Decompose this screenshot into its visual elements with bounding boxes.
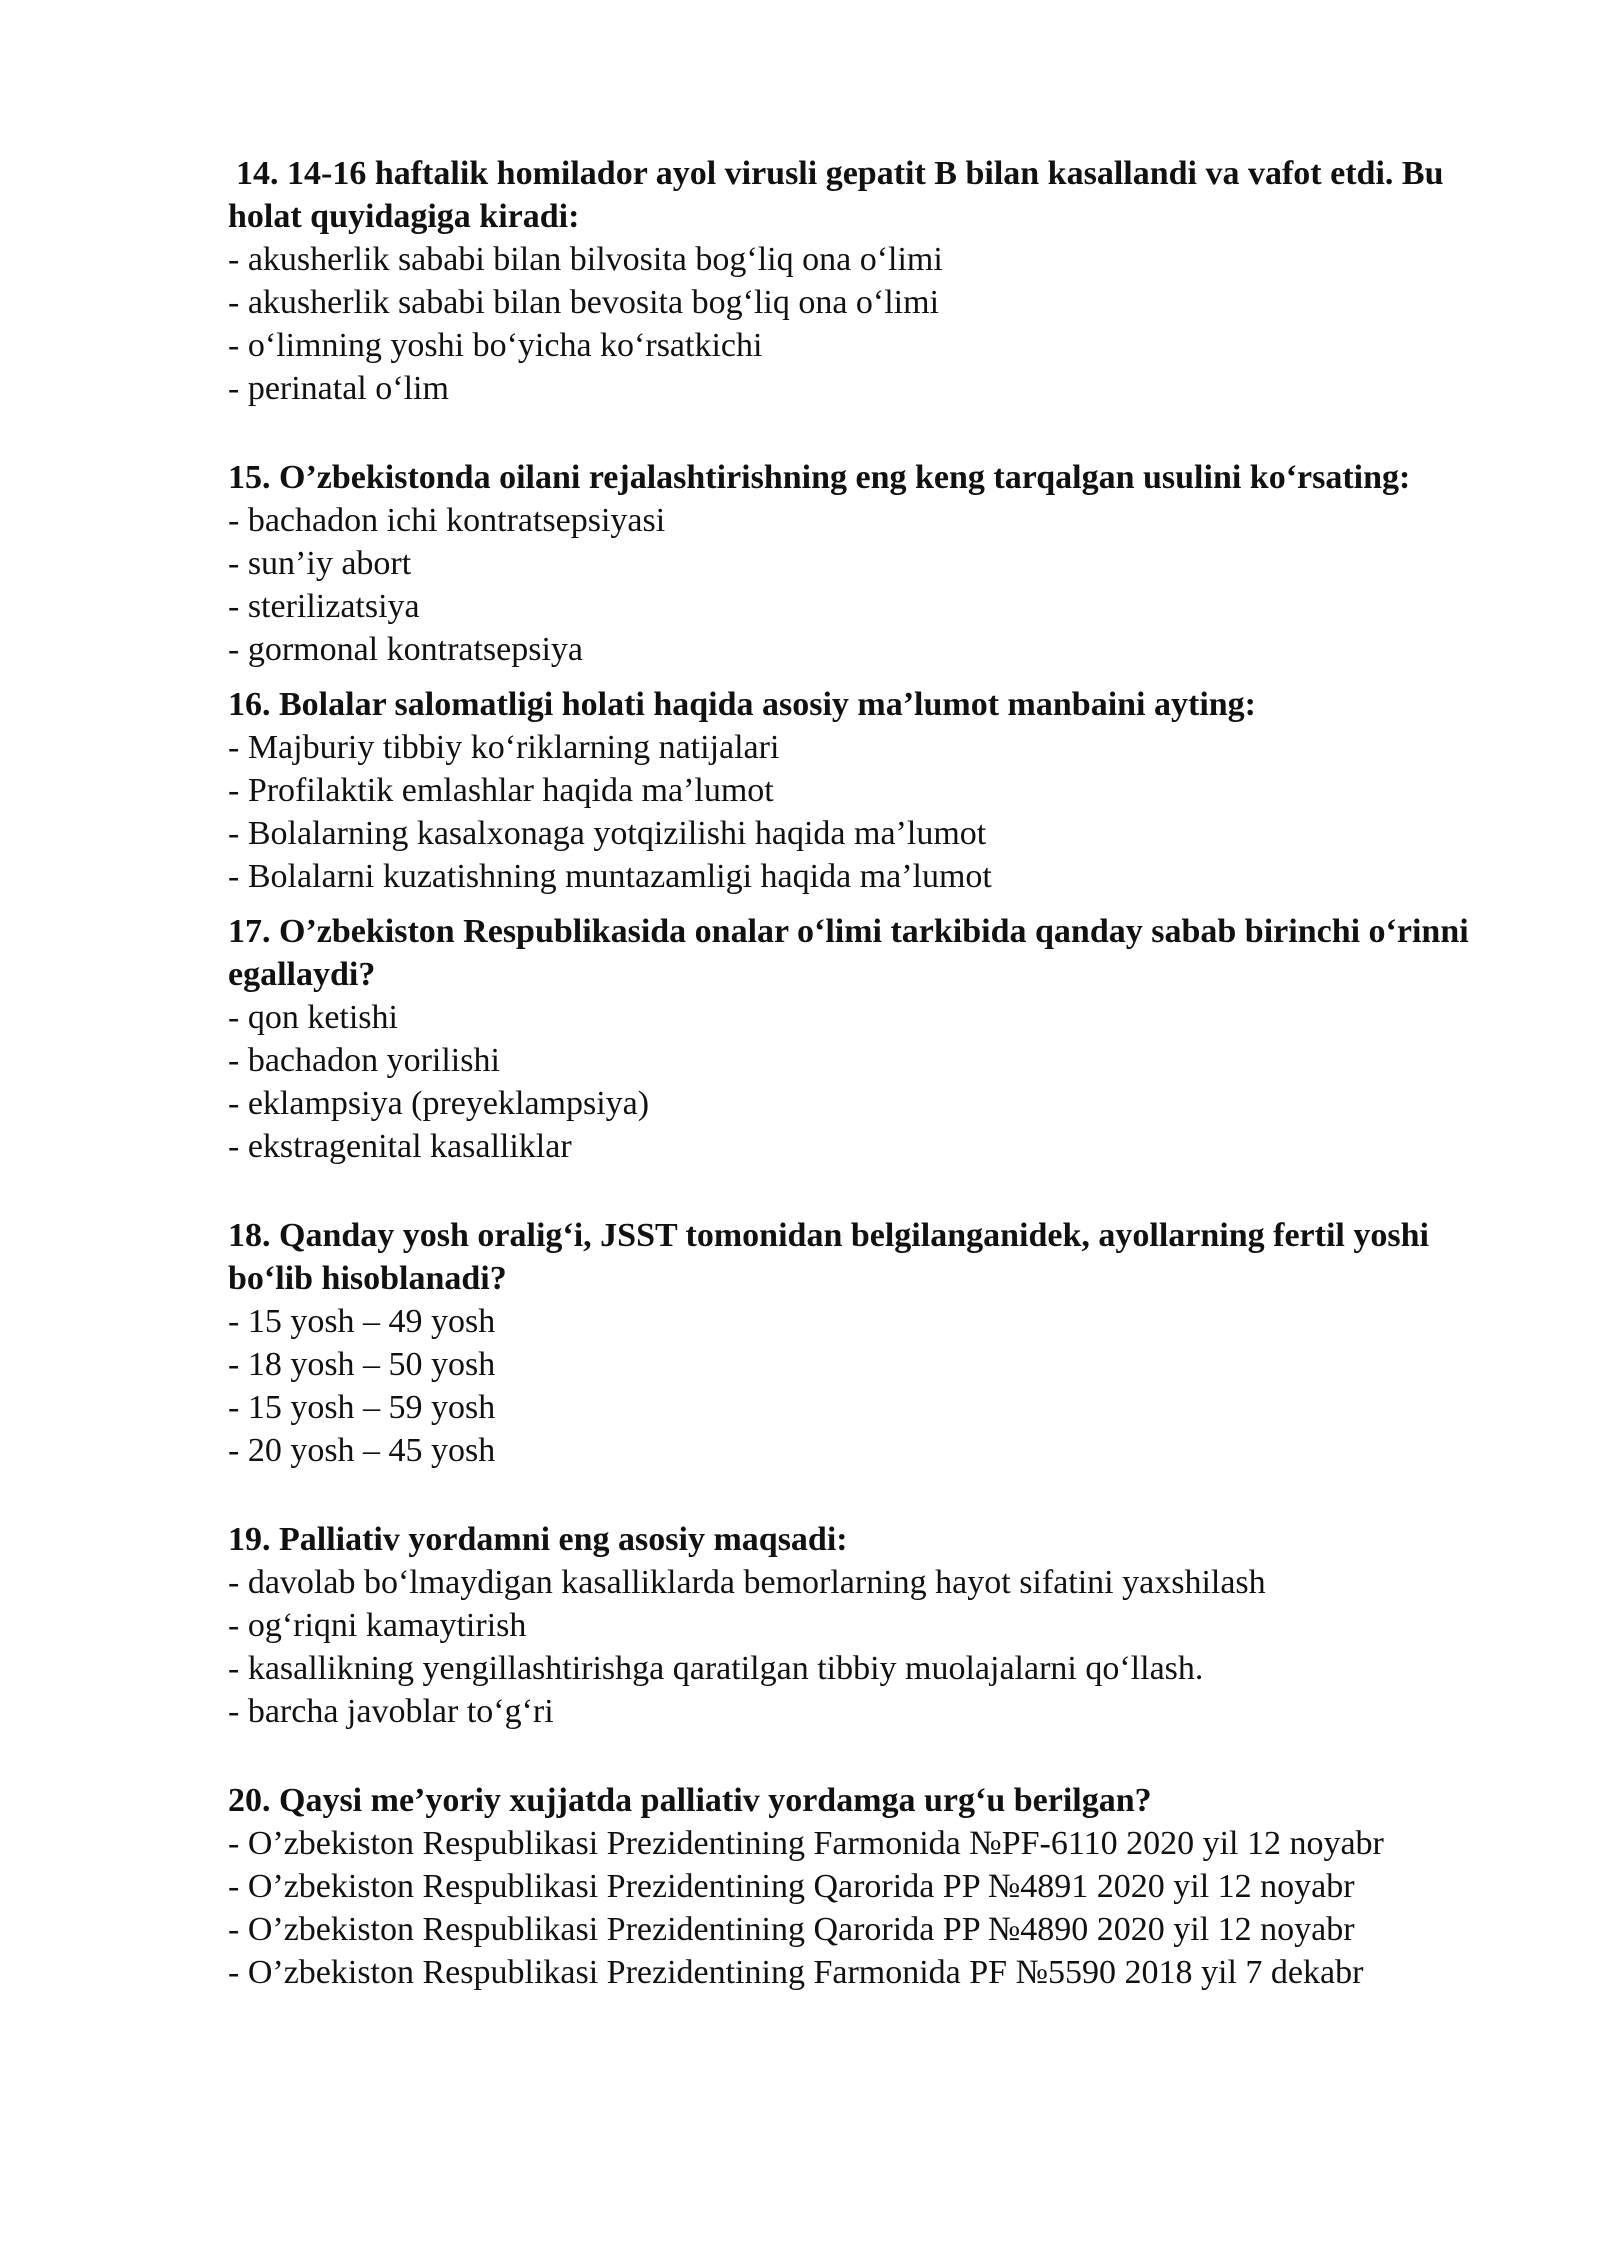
question-18 xyxy=(228,1214,1518,1472)
answer-option: - 20 yosh – 45 yosh xyxy=(228,1432,496,1469)
answer-option: - perinatal o‘lim xyxy=(228,370,449,407)
document-page xyxy=(228,152,1518,1994)
question-19 xyxy=(228,1518,1518,1733)
answer-option: - Profilaktik emlashlar haqida ma’lumot xyxy=(228,772,774,809)
answer-option: - Majburiy tibbiy ko‘riklarning natijalari xyxy=(228,729,780,766)
answer-option: - O’zbekiston Respublikasi Prezidentining Qarorida PP №4891 2020 yil 12 noyabr xyxy=(228,1868,1355,1905)
answer-option: - akusherlik sababi bilan bilvosita bog‘liq ona o‘limi xyxy=(228,241,943,278)
answer-option: - 15 yosh – 49 yosh xyxy=(228,1303,496,1340)
question-title: 16. Bolalar salomatligi holati haqida asosiy ma’lumot manbaini ayting: xyxy=(228,686,1257,723)
answer-option: - 15 yosh – 59 yosh xyxy=(228,1389,496,1426)
answer-option: - bachadon ichi kontratsepsiyasi xyxy=(228,502,666,539)
answer-options xyxy=(228,1561,1518,1733)
question-15 xyxy=(228,456,1518,671)
answer-options xyxy=(228,238,1518,410)
answer-option: - kasallikning yengillashtirishga qaratilgan tibbiy muolajalarni qo‘llash. xyxy=(228,1650,1204,1687)
answer-option: - barcha javoblar to‘g‘ri xyxy=(228,1693,554,1730)
answer-option: - akusherlik sababi bilan bevosita bog‘liq ona o‘limi xyxy=(228,284,940,321)
question-17 xyxy=(228,910,1518,1168)
answer-options xyxy=(228,726,1518,898)
answer-option: - gormonal kontratsepsiya xyxy=(228,631,584,668)
answer-option: - og‘riqni kamaytirish xyxy=(228,1607,527,1644)
answer-option: - Bolalarni kuzatishning muntazamligi haqida ma’lumot xyxy=(228,858,992,895)
answer-options xyxy=(228,1822,1518,1994)
question-title: 20. Qaysi me’yoriy xujjatda palliativ yordamga urg‘u berilgan? xyxy=(228,1782,1152,1819)
question-title: 17. O’zbekiston Respublikasida onalar o‘limi tarkibida qanday sabab birinchi o‘rinni egallaydi? xyxy=(228,913,1469,993)
answer-options xyxy=(228,1300,1518,1472)
answer-option: - O’zbekiston Respublikasi Prezidentining Qarorida PP №4890 2020 yil 12 noyabr xyxy=(228,1911,1355,1948)
answer-option: - qon ketishi xyxy=(228,999,398,1036)
answer-option: - davolab bo‘lmaydigan kasalliklarda bemorlarning hayot sifatini yaxshilash xyxy=(228,1564,1266,1601)
answer-option: - 18 yosh – 50 yosh xyxy=(228,1346,496,1383)
answer-option: - Bolalarning kasalxonaga yotqizilishi haqida ma’lumot xyxy=(228,815,987,852)
answer-option: - bachadon yorilishi xyxy=(228,1042,500,1079)
answer-option: - sun’iy abort xyxy=(228,545,412,582)
answer-option: - eklampsiya (preyeklampsiya) xyxy=(228,1085,650,1122)
question-title: 14. 14-16 haftalik homilador ayol virusli gepatit B bilan kasallandi va vafot etdi. Bu holat quyidagiga kiradi: xyxy=(228,155,1444,235)
answer-option: - sterilizatsiya xyxy=(228,588,420,625)
question-title: 15. O’zbekistonda oilani rejalashtirishning eng keng tarqalgan usulini ko‘rsating: xyxy=(228,459,1411,496)
question-20 xyxy=(228,1779,1518,1994)
answer-option: - ekstragenital kasalliklar xyxy=(228,1128,572,1165)
question-title: 19. Palliativ yordamni eng asosiy maqsadi: xyxy=(228,1521,848,1558)
answer-options xyxy=(228,996,1518,1168)
answer-option: - O’zbekiston Respublikasi Prezidentining Farmonida PF №5590 2018 yil 7 dekabr xyxy=(228,1954,1364,1991)
question-title: 18. Qanday yosh oralig‘i, JSST tomonidan belgilanganidek, ayollarning fertil yoshi bo‘lib hisoblanadi? xyxy=(228,1217,1429,1297)
answer-option: - O’zbekiston Respublikasi Prezidentining Farmonida №PF-6110 2020 yil 12 noyabr xyxy=(228,1825,1384,1862)
answer-option: - o‘limning yoshi bo‘yicha ko‘rsatkichi xyxy=(228,327,763,364)
answer-options xyxy=(228,499,1518,671)
question-14 xyxy=(228,152,1518,410)
question-16 xyxy=(228,683,1518,898)
